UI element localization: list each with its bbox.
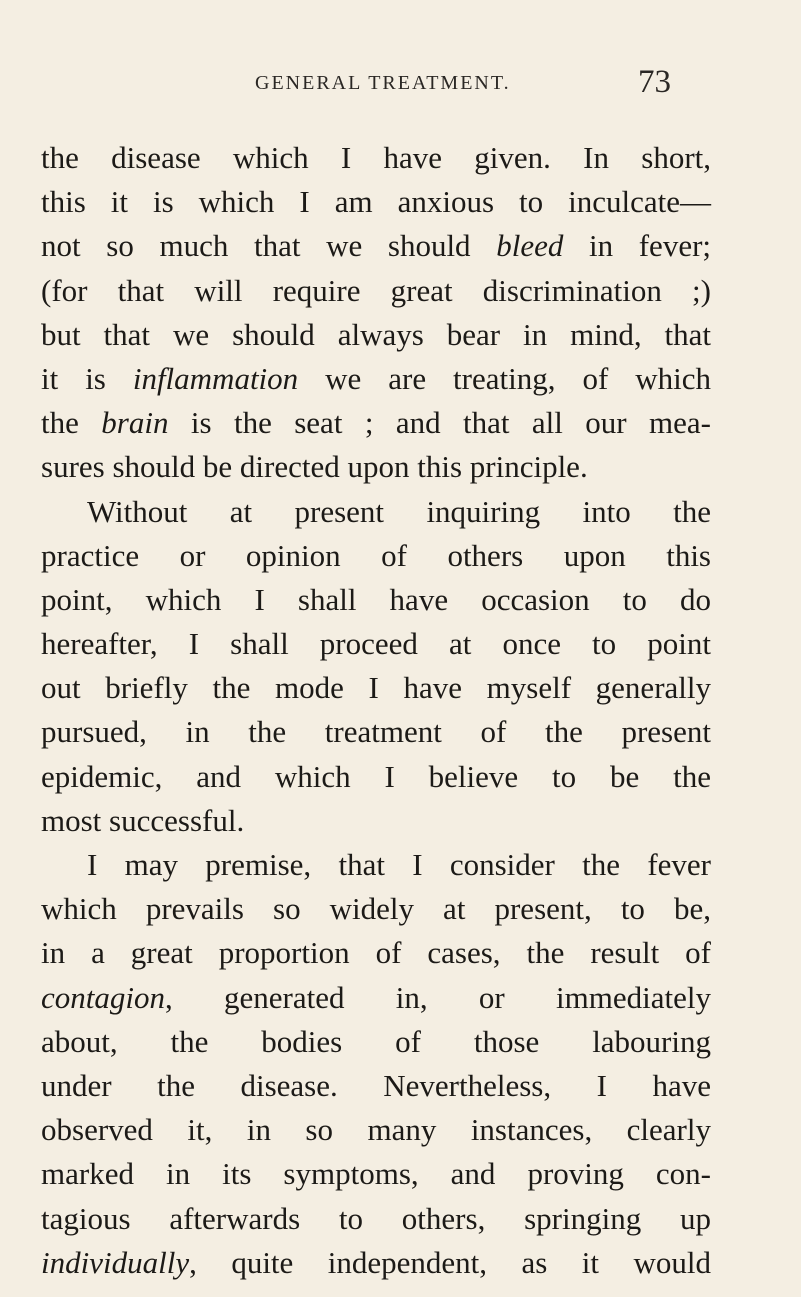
text-line [41,136,711,180]
italic-text: inflammation [132,360,299,396]
text-run: we are treating, of which [298,360,711,396]
text-line [41,666,711,710]
text-run: most successful. [41,802,245,838]
text-line [41,887,711,931]
text-run: sures should be directed upon this principle. [41,449,588,485]
text-line [41,1108,711,1152]
text-run: observed it, in so many instances, clearly [41,1112,711,1148]
text-run: in fever; [563,228,712,264]
italic-text: brain [101,405,169,441]
text-line [41,445,711,489]
text-run: but that we should always bear in mind, that [41,316,711,352]
text-line [41,799,711,843]
text-run: hereafter, I shall proceed at once to point [41,626,711,662]
text-run: marked in its symptoms, and proving con- [41,1156,711,1192]
text-run: in a great proportion of cases, the result of [41,935,711,971]
text-line [41,1152,711,1196]
page-number: 73 [638,64,671,100]
text-line [41,180,711,224]
text-line [41,534,711,578]
text-line [41,931,711,975]
text-line [41,1241,711,1285]
text-run: , generated in, or immediately [165,979,711,1015]
text-line [41,578,711,622]
text-line [41,622,711,666]
text-run: it is [41,360,133,396]
text-run: I may premise, that I consider the fever [87,847,711,882]
text-run: pursued, in the treatment of the present [41,714,711,750]
text-line [41,1197,711,1241]
text-line [41,401,711,445]
text-line [41,313,711,357]
text-run: Without at present inquiring into the [87,493,711,529]
text-run: , quite independent, as it would [189,1244,711,1280]
text-line [41,224,711,268]
text-run: tagious afterwards to others, springing up [41,1200,711,1236]
text-run: not so much that we should [41,228,497,264]
text-line [41,269,711,313]
text-line [41,490,711,534]
text-run: under the disease. Nevertheless, I have [41,1067,711,1103]
italic-text: individually [41,1244,190,1280]
text-run: this it is which I am anxious to inculcate— [41,184,711,220]
text-line [41,1064,711,1108]
text-run: is the seat ; and that all our mea- [168,405,711,441]
text-run: which prevails so widely at present, to be, [41,891,711,927]
text-line [41,710,711,754]
text-run: (for that will require great discrimination ;) [41,272,711,308]
text-run: practice or opinion of others upon this [41,537,711,573]
running-head: GENERAL TREATMENT. [255,72,511,94]
text-run: the [41,405,102,441]
italic-text: contagion [41,979,165,1015]
text-run: about, the bodies of those labouring [41,1023,711,1059]
body-text [41,136,711,1285]
text-run: point, which I shall have occasion to do [41,581,711,617]
text-run: the disease which I have given. In short, [41,140,711,175]
text-line [41,1020,711,1064]
text-line [41,976,711,1020]
text-line [41,357,711,401]
text-line [41,755,711,799]
italic-text: bleed [496,228,564,264]
text-line [41,843,711,887]
text-run: epidemic, and which I believe to be the [41,758,711,794]
text-run: out briefly the mode I have myself generally [41,670,711,706]
